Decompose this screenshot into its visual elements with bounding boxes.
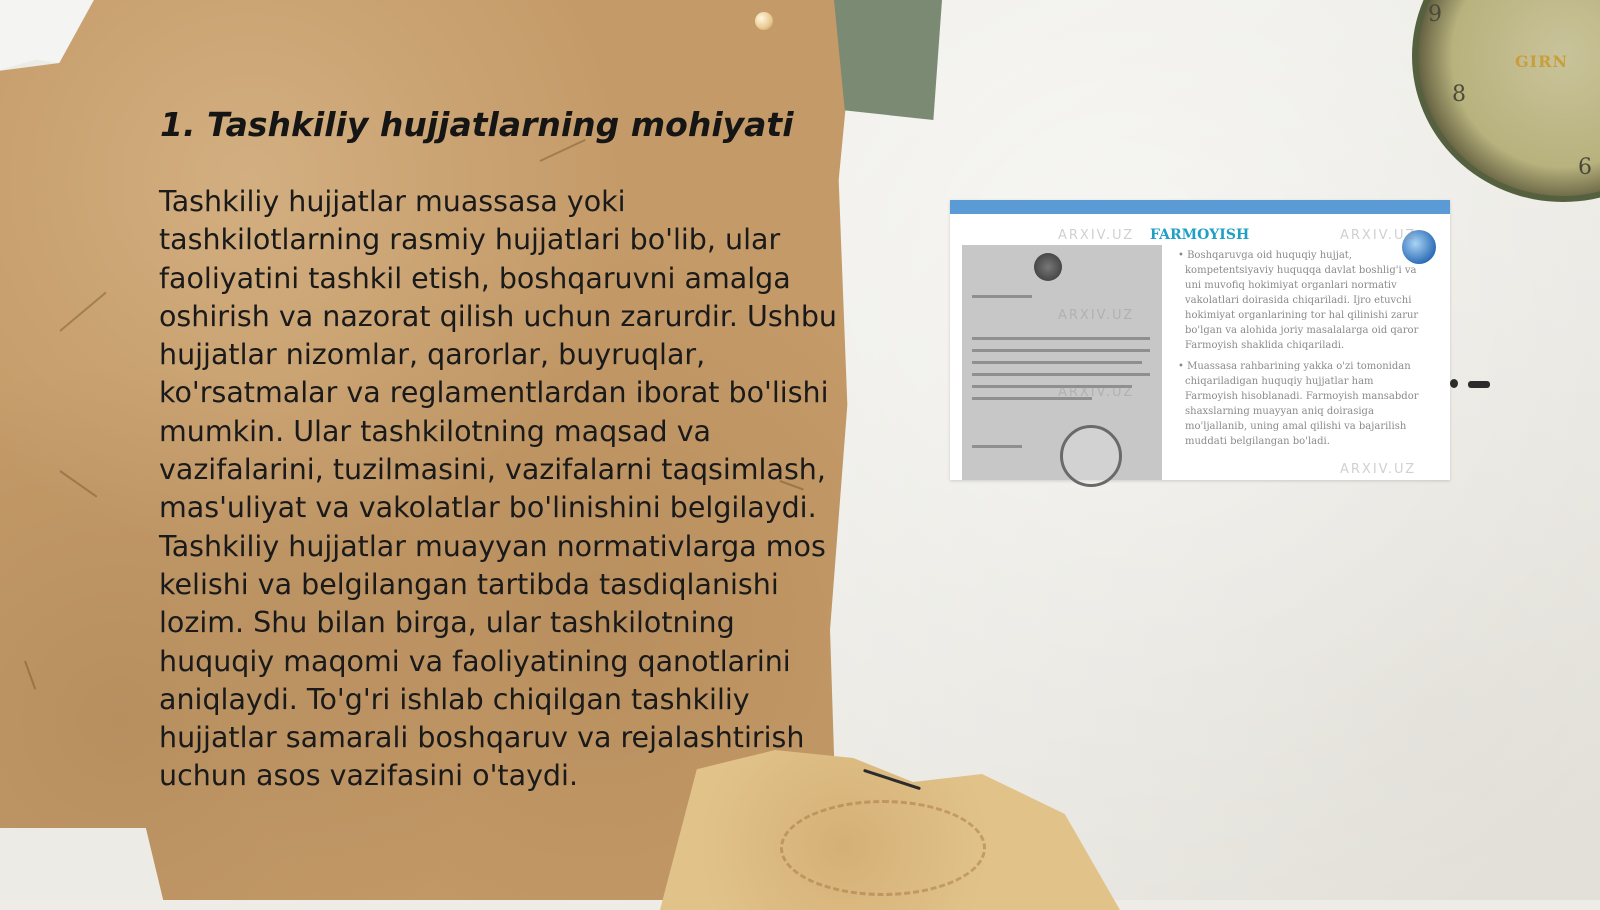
document-bullet: • Muassasa rahbarining yakka o'zi tomonidan chiqariladigan huquqiy hujjatlar ham Farmoyish hisoblanadi. Farmoyish mansabdor shaxslarning muayyan aniq doirasiga mo'ljallanib, uning amal qilishi va bajarilish muddati belgilangan bo'ladi. <box>1178 359 1423 449</box>
watermark: ARXIV.UZ <box>1058 308 1135 323</box>
document-heading: FARMOYISH <box>1150 227 1250 243</box>
scan-text-line <box>972 349 1150 352</box>
clock-number: 8 <box>1452 82 1466 107</box>
scan-text-line <box>972 295 1032 298</box>
push-pin-icon <box>755 12 773 30</box>
scan-text-line <box>972 361 1142 364</box>
slide-body-text: Tashkiliy hujjatlar muassasa yoki tashkilotlarning rasmiy hujjatlari bo'lib, ular faoliyatini tashkil etish, boshqaruvni amalga oshirish va nazorat qilish uchun zarurdir. Ushbu hujjatlar nizomlar, qarorlar, buyruqlar, ko'rsatmalar va reglamentlardan iborat bo'lishi mumkin. Ular tashkilotning maqsad va vazifalarini, tuzilmasini, vazifalarni taqsimlash, mas'uliyat va vakolatlar bo'linishini belgilaydi. Tashkiliy hujjatlar muayyan normativlarga mos kelishi va belgilangan tartibda tasdiqlanishi lozim. Shu bilan birga, ular tashkilotning huquqiy maqomi va faoliyatining qanotlarini aniqlaydi. To'g'ri ishlab chiqilgan tashkiliy hujjatlar samarali boshqaruv va rejalashtirish uchun asos vazifasini o'taydi. <box>159 185 837 793</box>
clock-number: 6 <box>1578 155 1592 180</box>
clock-number: 9 <box>1428 2 1442 27</box>
green-paper-strip <box>834 0 942 120</box>
scan-text-line <box>972 337 1150 340</box>
document-top-bar <box>950 200 1450 214</box>
state-emblem-icon <box>1034 253 1062 281</box>
watermark: ARXIV.UZ <box>1340 228 1417 243</box>
watermark: ARXIV.UZ <box>1058 228 1135 243</box>
clock-label: GIRN <box>1515 52 1569 71</box>
ornament-pattern <box>780 800 986 896</box>
ink-mark <box>1450 379 1458 388</box>
document-bullets <box>1178 248 1423 455</box>
official-stamp <box>1060 425 1122 487</box>
document-image <box>950 200 1450 480</box>
scan-text-line <box>972 373 1150 376</box>
document-bullet: • Boshqaruvga oid huquqiy hujjat, kompetentsiyaviy huquqqa davlat boshlig'i va uni muvofiq hokimiyat organlari normativ vakolatlari doirasida chiqariladi. Ijro etuvchi hokimiyat organlarining tor hal qilinishi zarur bo'lgan va alohida joriy masalalarga oid qaror Farmoyish shaklida chiqariladi. <box>1178 248 1423 353</box>
scanned-decree-image <box>962 245 1162 480</box>
ink-mark <box>1468 381 1490 388</box>
scan-text-line <box>972 445 1022 448</box>
watermark: ARXIV.UZ <box>1058 385 1135 400</box>
slide-title: 1. Tashkiliy hujjatlarning mohiyati <box>160 105 794 144</box>
watermark: ARXIV.UZ <box>1340 462 1417 477</box>
